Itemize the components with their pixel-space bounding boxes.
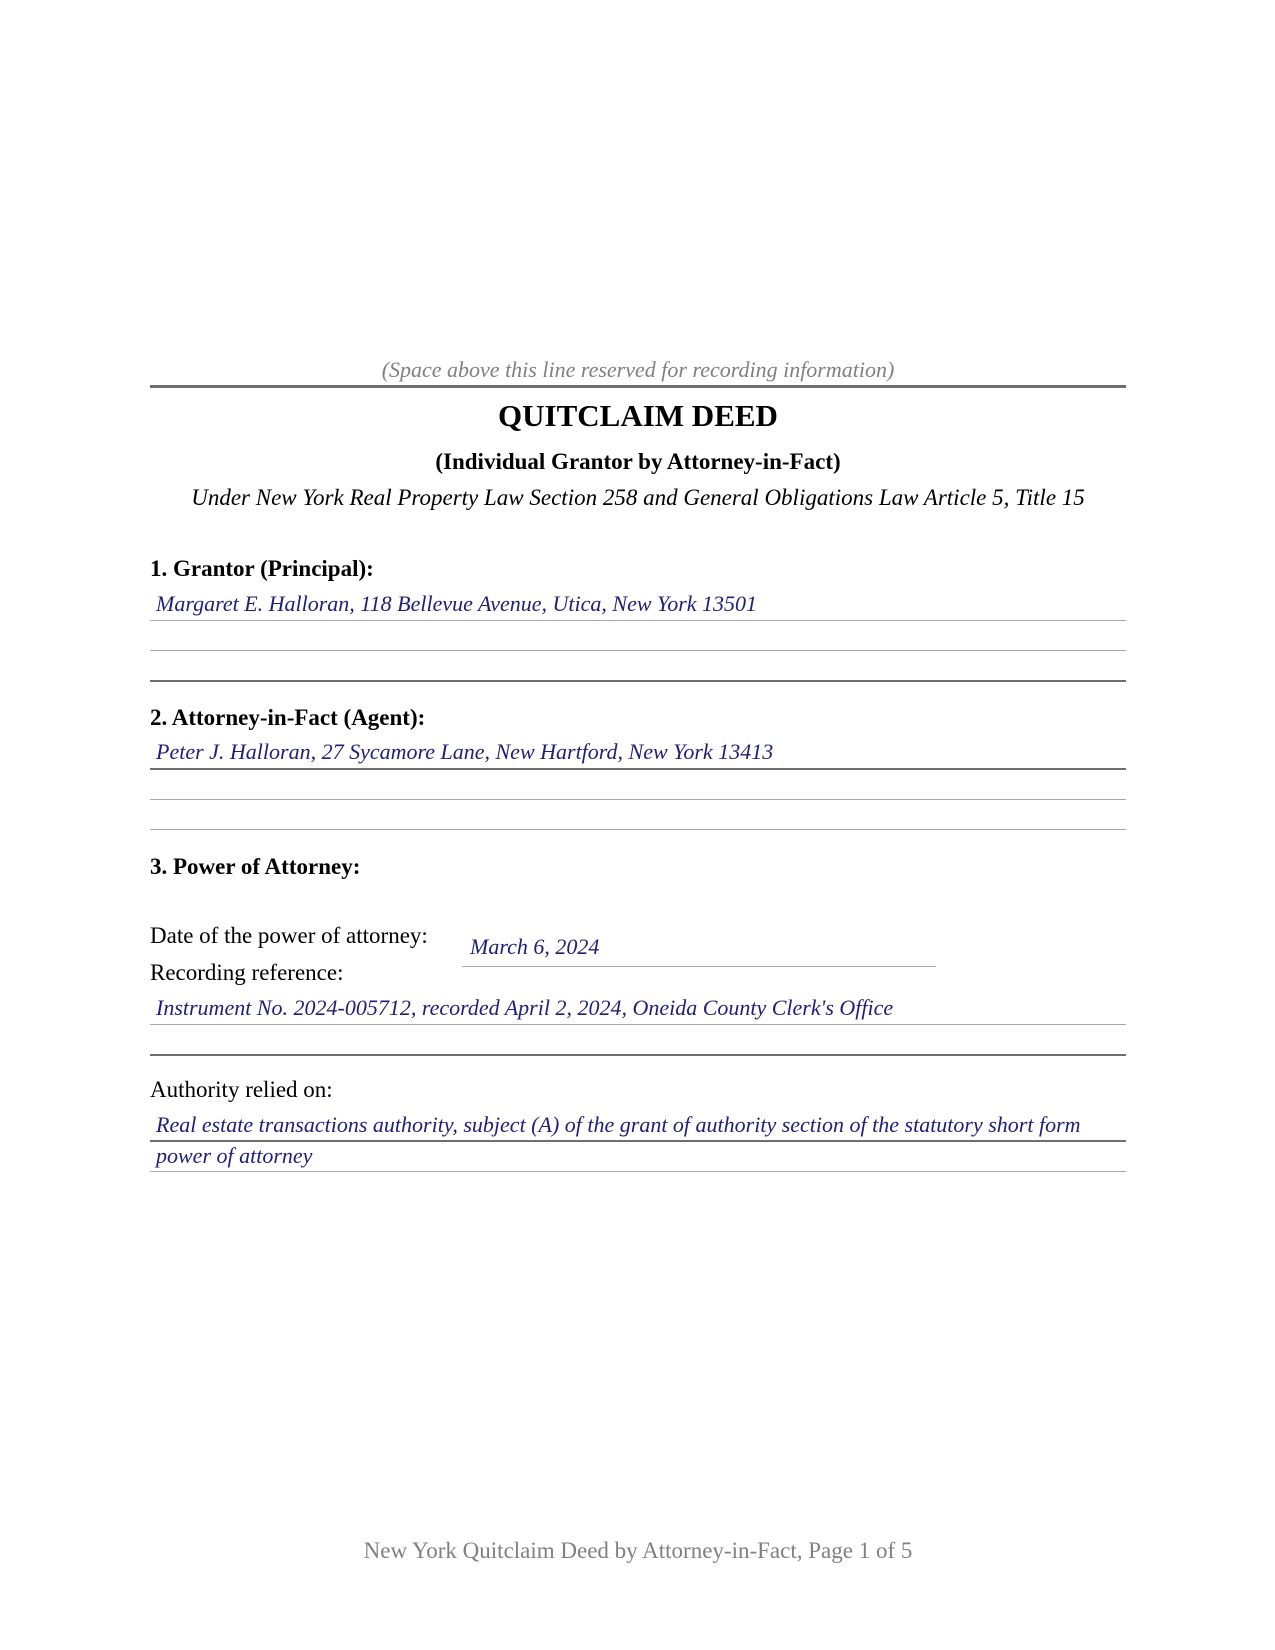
grantor-line-3	[150, 680, 1126, 682]
grantor-heading: 1. Grantor (Principal):	[150, 556, 374, 581]
poa-date-label: Date of the power of attorney:	[150, 923, 428, 948]
statute-reference: Under New York Real Property Law Section 258 and General Obligations Law Article 5, Title 15	[191, 485, 1085, 510]
recording-line-1	[150, 1024, 1126, 1025]
authority-value[interactable]: Real estate transactions authority, subject (A) of the grant of authority section of the statutory short form power of attorney	[156, 1112, 1081, 1168]
document-subtitle: (Individual Grantor by Attorney-in-Fact)	[435, 449, 841, 474]
power-of-attorney-heading: 3. Power of Attorney:	[150, 854, 361, 879]
agent-line-2	[150, 799, 1126, 800]
poa-date-value: March 6, 2024	[470, 934, 600, 959]
authority-label: Authority relied on:	[150, 1077, 333, 1102]
agent-line-3	[150, 829, 1126, 830]
agent-value[interactable]: Peter J. Halloran, 27 Sycamore Lane, New Hartford, New York 13413	[156, 739, 774, 764]
agent-heading: 2. Attorney-in-Fact (Agent):	[150, 705, 426, 730]
grantor-line-2	[150, 650, 1126, 651]
recording-space-note: (Space above this line reserved for recording information)	[381, 357, 895, 382]
deed-page	[150, 0, 1126, 1650]
recording-reference-value[interactable]: Instrument No. 2024-005712, recorded April 2, 2024, Oneida County Clerk's Office	[156, 995, 894, 1020]
recording-space-divider	[150, 385, 1126, 388]
recording-reference-label: Recording reference:	[150, 960, 344, 985]
authority-line-2	[150, 1171, 1126, 1172]
agent-line-1	[150, 768, 1126, 770]
poa-date-field[interactable]	[462, 932, 936, 967]
page-footer: New York Quitclaim Deed by Attorney-in-Fact, Page 1 of 5	[363, 1538, 913, 1563]
recording-line-2	[150, 1054, 1126, 1056]
grantor-value[interactable]: Margaret E. Halloran, 118 Bellevue Avenue, Utica, New York 13501	[156, 591, 758, 616]
grantor-line-1	[150, 620, 1126, 621]
authority-line-1	[150, 1140, 1126, 1142]
document-title: QUITCLAIM DEED	[498, 398, 778, 433]
